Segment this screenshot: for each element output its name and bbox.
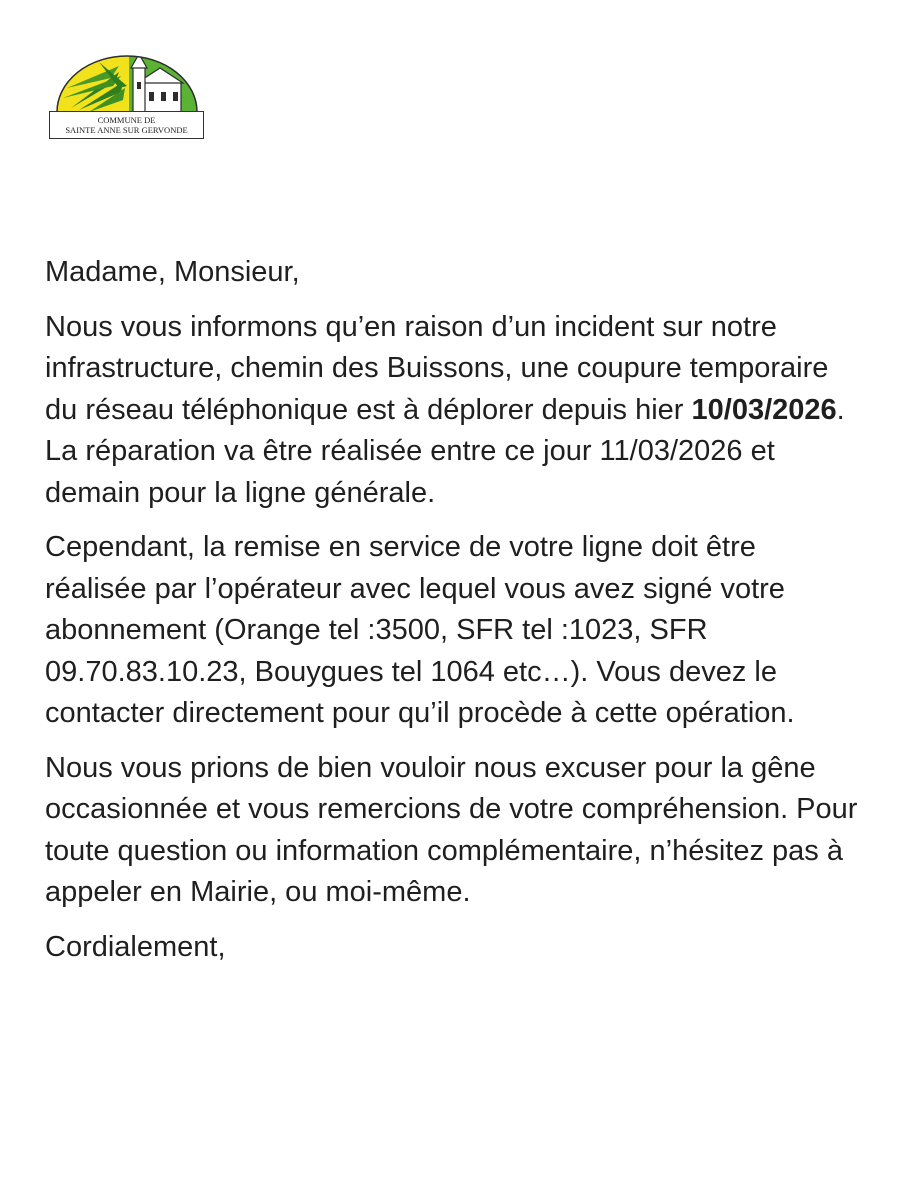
logo-caption-line1: COMMUNE DE	[97, 115, 156, 125]
incident-date: 10/03/2026	[691, 393, 837, 426]
letter-paragraph-1	[45, 307, 865, 515]
commune-logo	[49, 52, 206, 142]
logo-emblem-icon	[49, 52, 206, 114]
letter-paragraph-3: Nous vous prions de bien vouloir nous excuser pour la gêne occasionnée et vous remercions de votre compréhension. Pour toute question ou information complémentaire, n’hésitez pas à appeler en Mairie, ou moi-même.	[45, 751, 858, 908]
logo-caption-line2: SAINTE ANNE SUR GERVONDE	[65, 125, 188, 135]
letter-body	[45, 252, 865, 981]
paragraph-1-text-start: Nous vous informons qu’en raison d’un incident sur notre infrastructure, chemin des Buissons, une coupure temporaire du réseau téléphonique est à déplorer depuis hier	[45, 310, 829, 426]
paragraph-1-text-end: . La réparation va être réalisée entre ce jour 11/03/2026 et demain pour la ligne générale.	[45, 393, 845, 509]
letter-closing: Cordialement,	[45, 930, 226, 963]
letter-greeting: Madame, Monsieur,	[45, 256, 300, 288]
logo-caption	[49, 111, 204, 139]
letter-paragraph-2: Cependant, la remise en service de votre ligne doit être réalisée par l’opérateur avec lequel vous avez signé votre abonnement (Orange tel :3500, SFR tel :1023, SFR 09.70.83.10.23, Bouygues tel 1064 etc…). Vous devez le contacter directement pour qu’il procède à cette opération.	[45, 531, 795, 729]
